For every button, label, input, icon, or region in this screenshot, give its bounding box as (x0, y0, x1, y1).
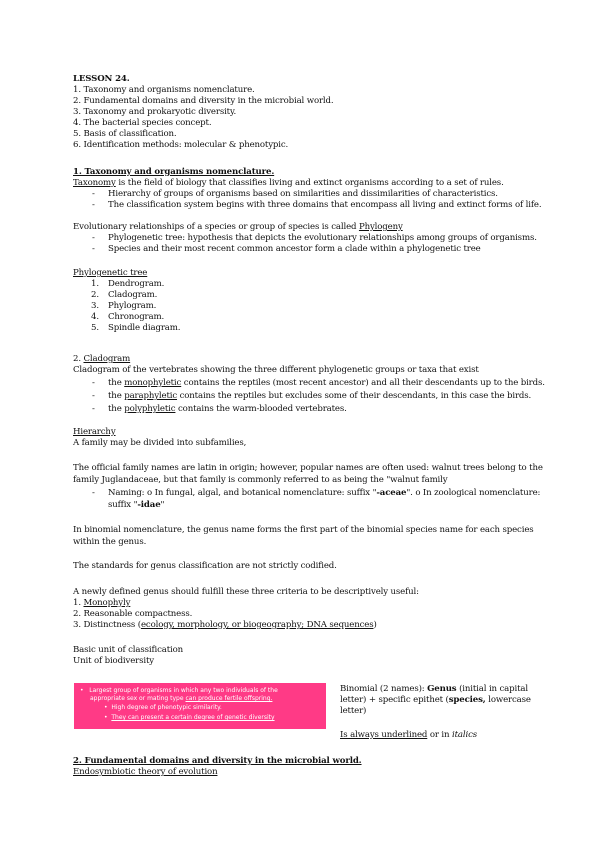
bullet-dash: - (92, 404, 95, 414)
naming-text: ". o In zoological nomenclature: (406, 488, 541, 498)
bb-text: (initial in capital (456, 684, 528, 694)
clado-bullet-post: contains the reptiles (most recent ancestor) and all their descendants up to the birds. (181, 378, 545, 388)
outline-item-6: 6. Identification methods: molecular & phenotypic. (73, 140, 289, 150)
phylo-tree-item-1: Dendrogram. (108, 279, 165, 289)
section2-subheading: Endosymbiotic theory of evolution (73, 767, 218, 777)
outline-item-3: 3. Taxonomy and prokaryotic diversity. (73, 107, 237, 117)
pink-line-1: Largest group of organisms in which any two individuals of the (89, 687, 278, 694)
underline-rule (340, 730, 477, 741)
binomial-box-line-2 (340, 695, 531, 706)
outline-item-4: 4. The bacterial species concept. (73, 118, 212, 128)
taxonomy-term: Taxonomy (73, 178, 116, 188)
cladogram-heading (73, 354, 130, 365)
section2-heading: 2. Fundamental domains and diversity in the microbial world. (73, 756, 362, 766)
clado-bullet-pre: the (108, 404, 125, 414)
clado-bullet-post: contains the reptiles but excludes some of their descendants, in this case the birds. (177, 391, 532, 401)
standards-text: The standards for genus classification are not strictly codified. (73, 561, 337, 571)
monophyly-term: Monophyly (83, 598, 131, 608)
bb-text: Binomial (2 names): (340, 684, 428, 694)
cladogram-description: Cladogram of the vertebrates showing the three different phylogenetic groups or taxa that exist (73, 365, 479, 375)
cladogram-num: 2. (73, 354, 84, 364)
bb-text: lowercase (485, 695, 531, 705)
criteria-2: 2. Reasonable compactness. (73, 609, 193, 619)
pink-sub-1: • High degree of phenotypic similarity. (104, 704, 222, 711)
phylo-tree-num-2: 2. (91, 290, 99, 300)
phylogeny-intro-text: Evolutionary relationships of a species or group of species is called (73, 222, 359, 232)
hierarchy-text: A family may be divided into subfamilies, (73, 438, 247, 448)
monophyletic-term: monophyletic (124, 378, 182, 388)
phylogeny-term: Phylogeny (358, 222, 403, 232)
underline-rule-b: or in (427, 730, 452, 740)
pink-line-2-b: can produce fertile offspring. (185, 695, 273, 702)
phylo-tree-num-5: 5. (91, 323, 99, 333)
bullet-dash: - (92, 488, 95, 498)
genus-term: Genus (427, 684, 457, 694)
unit-biodiversity: Unit of biodiversity (73, 656, 154, 666)
section1-heading: 1. Taxonomy and organisms nomenclature. (73, 167, 275, 177)
bullet-dash: - (92, 233, 95, 243)
phylo-tree-heading: Phylogenetic tree (73, 268, 148, 278)
pink-sub-2-text: They can present a certain degree of genetic diversity (111, 714, 275, 721)
species-definition-box (74, 683, 326, 729)
clado-bullet-2 (108, 391, 531, 402)
cladogram-heading-text: Cladogram (83, 354, 131, 364)
phylo-tree-num-1: 1. (91, 279, 99, 289)
criteria-3-pre: 3. Distinctness ( (73, 620, 141, 630)
taxonomy-bullet-2: The classification system begins with three domains that encompass all living and extinct forms of life. (108, 200, 542, 210)
criteria-3-post: ) (373, 620, 377, 630)
taxonomy-def-text: is the field of biology that classifies living and extinct organisms according to a set of rules. (115, 178, 504, 188)
outline-item-2: 2. Fundamental domains and diversity in the microbial world. (73, 96, 334, 106)
species-term: species, (448, 695, 486, 705)
criteria-num: 1. (73, 598, 84, 608)
criteria-3 (73, 620, 377, 631)
taxonomy-bullet-1: Hierarchy of groups of organisms based on similarities and dissimilarities of characteristics. (108, 189, 498, 199)
naming-text: " (160, 500, 165, 510)
phylo-tree-item-3: Phylogram. (108, 301, 157, 311)
pink-bullet-1: • Largest group of organisms in which any two individuals of the (80, 687, 278, 694)
bullet-dash: - (92, 244, 95, 254)
polyphyletic-term: polyphyletic (124, 404, 176, 414)
naming-text: Naming: o In fungal, algal, and botanical nomenclature: suffix " (108, 488, 377, 498)
idae-suffix: -idae (137, 500, 161, 510)
binomial-line-2: within the genus. (73, 537, 147, 547)
naming-line-1 (108, 488, 540, 499)
phylogeny-bullet-2: Species and their most recent common ancestor form a clade within a phylogenetic tree (108, 244, 481, 254)
phylo-tree-item-2: Cladogram. (108, 290, 158, 300)
phylogeny-intro (73, 222, 403, 233)
phylo-tree-num-4: 4. (91, 312, 99, 322)
phylo-tree-item-5: Spindle diagram. (108, 323, 181, 333)
hierarchy-heading: Hierarchy (73, 427, 116, 437)
clado-bullet-pre: the (108, 391, 125, 401)
criteria-intro: A newly defined genus should fulfill these three criteria to be descriptively useful: (73, 587, 419, 597)
bullet-dash: - (92, 378, 95, 388)
lesson-title: LESSON 24. (73, 74, 130, 84)
bb-text: letter) + specific epithet ( (340, 695, 449, 705)
paraphyletic-term: paraphyletic (124, 391, 178, 401)
binomial-line-1: In binomial nomenclature, the genus name forms the first part of the binomial species name for each species (73, 525, 534, 535)
bullet-dash: - (92, 189, 95, 199)
aceae-suffix: -aceae (376, 488, 407, 498)
pink-line-2-a: appropriate sex or mating type (90, 695, 186, 702)
bullet-dash: - (92, 200, 95, 210)
clado-bullet-pre: the (108, 378, 125, 388)
phylo-tree-item-4: Chronogram. (108, 312, 165, 322)
family-line-1: The official family names are latin in origin; however, popular names are often used: walnut trees belong to the (73, 463, 543, 473)
clado-bullet-3 (108, 404, 347, 415)
phylogeny-bullet-1: Phylogenetic tree: hypothesis that depicts the evolutionary relationships among groups of organisms. (108, 233, 537, 243)
bullet-dash: - (92, 391, 95, 401)
pink-line-2 (90, 695, 272, 703)
outline-item-1: 1. Taxonomy and organisms nomenclature. (73, 85, 255, 95)
clado-bullet-1 (108, 378, 545, 389)
pink-sub-2: • They can present a certain degree of genetic diversity (104, 714, 275, 721)
criteria-3-terms: ecology, morphology, or biogeography; DNA sequences (140, 620, 374, 630)
binomial-box-line-1 (340, 684, 528, 695)
outline-item-5: 5. Basis of classification. (73, 129, 177, 139)
naming-text: suffix " (108, 500, 138, 510)
basic-unit: Basic unit of classification (73, 645, 184, 655)
phylo-tree-num-3: 3. (91, 301, 99, 311)
naming-line-2 (108, 500, 164, 511)
family-line-2: family Juglandaceae, but that family is commonly referred to as being the "walnut family (73, 475, 448, 485)
italics-word: italics (452, 730, 477, 740)
underline-rule-a: Is always underlined (340, 730, 428, 740)
criteria-1 (73, 598, 130, 609)
taxonomy-definition (73, 178, 504, 189)
binomial-box-line-3: letter) (340, 706, 367, 716)
pink-sub-1-text: High degree of phenotypic similarity. (111, 704, 222, 711)
clado-bullet-post: contains the warm-blooded vertebrates. (175, 404, 347, 414)
